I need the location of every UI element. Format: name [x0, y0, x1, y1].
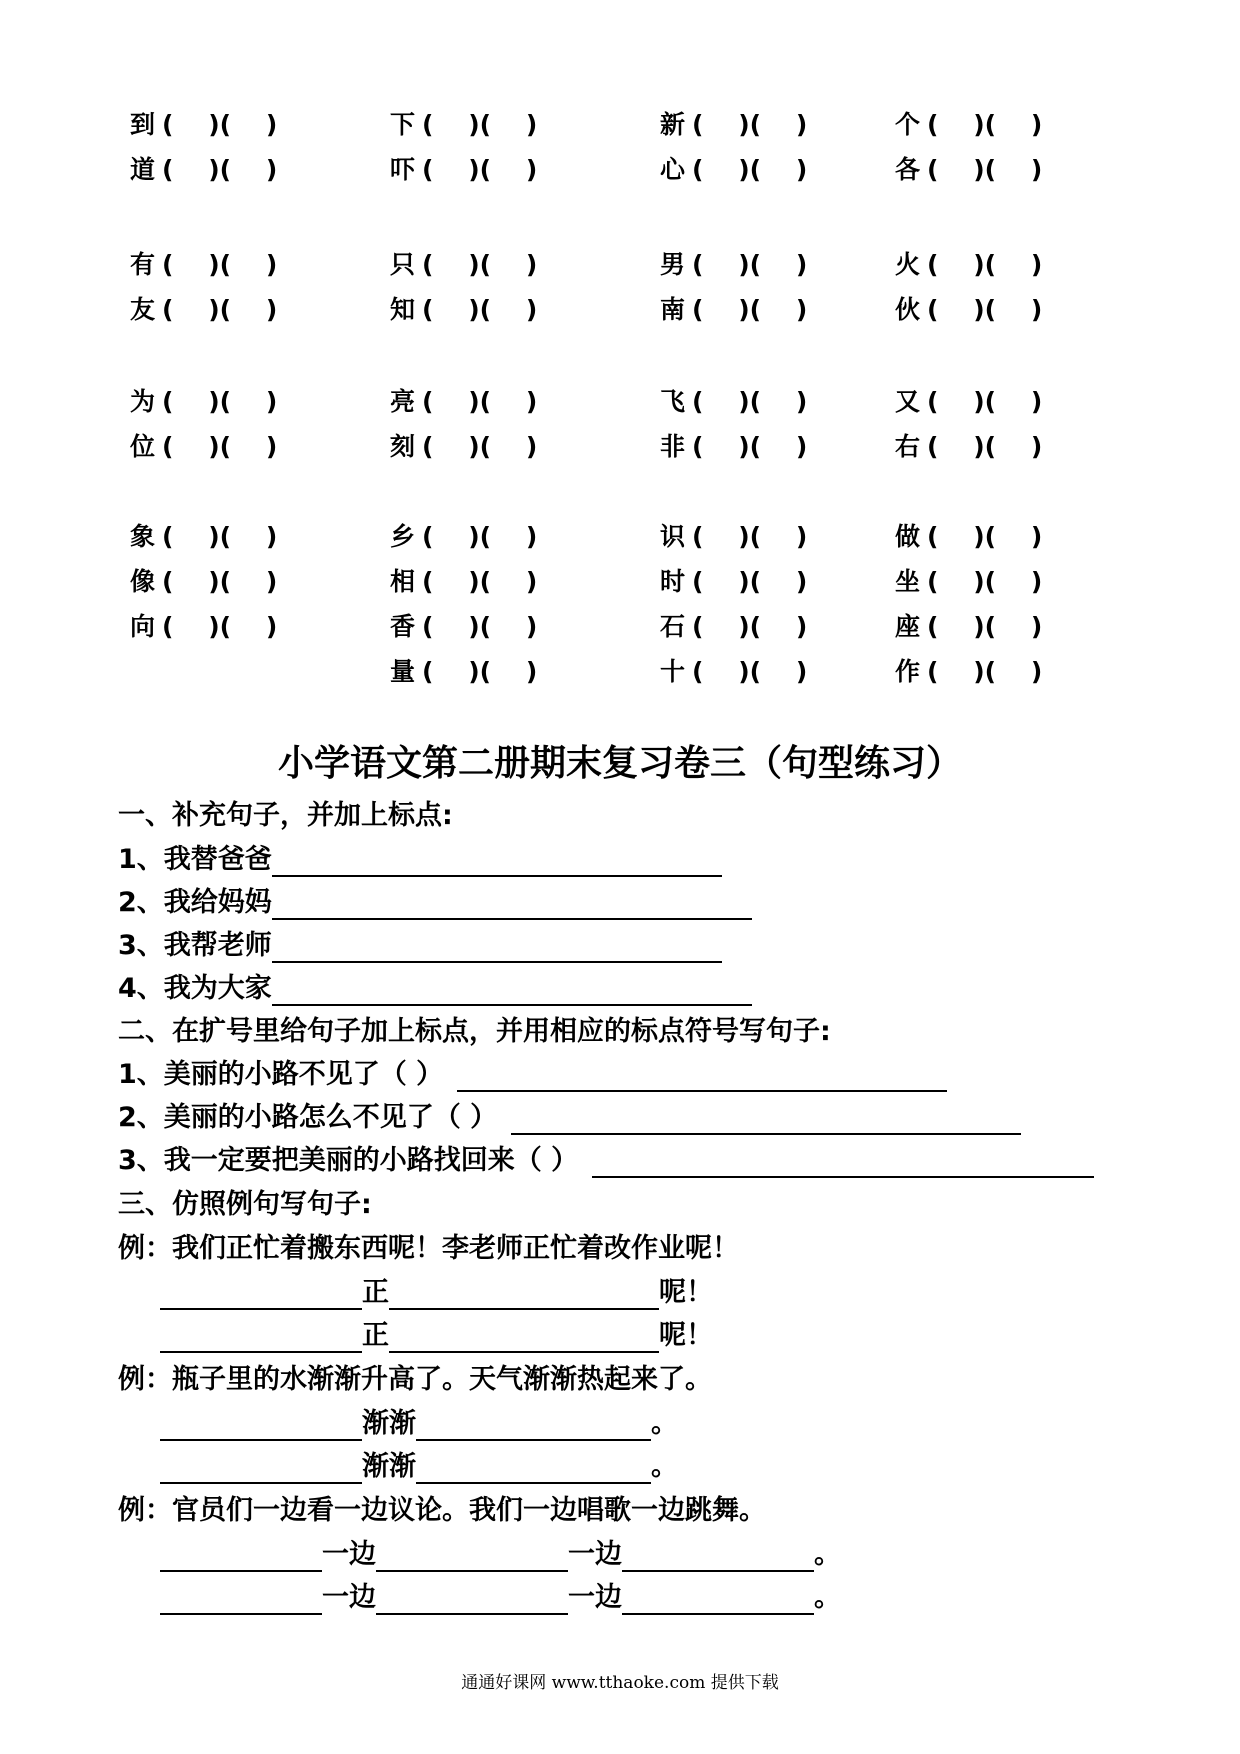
answer-blank[interactable]: [592, 1146, 1094, 1178]
character: 个: [895, 110, 921, 139]
bracket-blanks[interactable]: ( )( ): [692, 110, 808, 139]
character: 亮: [390, 387, 416, 416]
bracket-blanks[interactable]: ( )( ): [162, 612, 278, 641]
footer-credit: 通通好课网 www.tthaoke.com 提供下载: [461, 1673, 779, 1693]
answer-blank[interactable]: [511, 1103, 1021, 1135]
bracket-blanks[interactable]: ( )( ): [927, 522, 1043, 551]
char-cell: [130, 567, 277, 597]
char-cell: [895, 110, 1042, 140]
char-cell: [895, 432, 1042, 462]
char-cell: [390, 295, 537, 325]
pattern-jianjian-1: 渐渐 。: [160, 1407, 678, 1441]
bracket-blanks[interactable]: ( )( ): [927, 250, 1043, 279]
answer-blank[interactable]: [160, 1321, 362, 1353]
character: 下: [390, 110, 416, 139]
character: 坐: [895, 567, 921, 596]
bracket-blanks[interactable]: ( )( ): [927, 155, 1043, 184]
character: 道: [130, 155, 156, 184]
bracket-blanks[interactable]: ( )( ): [927, 295, 1043, 324]
s2-item-3: 3、我一定要把美丽的小路找回来（ ）: [118, 1144, 1094, 1178]
character: 又: [895, 387, 921, 416]
char-cell: [660, 250, 807, 280]
s2-item-1: 1、美丽的小路不见了（ ）: [118, 1058, 947, 1092]
s1-item-1: 1、我替爸爸: [118, 843, 722, 877]
char-cell: [130, 387, 277, 417]
character: 非: [660, 432, 686, 461]
pattern-zheng-2: 正 呢！: [160, 1319, 713, 1353]
bracket-blanks[interactable]: ( )( ): [422, 155, 538, 184]
answer-blank[interactable]: [272, 845, 722, 877]
char-cell: [660, 155, 807, 185]
bracket-blanks[interactable]: ( )( ): [692, 250, 808, 279]
bracket-blanks[interactable]: ( )( ): [692, 155, 808, 184]
char-cell: [130, 432, 277, 462]
answer-blank[interactable]: [416, 1409, 651, 1441]
answer-blank[interactable]: [622, 1583, 814, 1615]
answer-blank[interactable]: [272, 931, 722, 963]
character: 向: [130, 612, 156, 641]
bracket-blanks[interactable]: ( )( ): [162, 155, 278, 184]
char-cell: [660, 657, 807, 687]
bracket-blanks[interactable]: ( )( ): [927, 657, 1043, 686]
bracket-blanks[interactable]: ( )( ): [162, 432, 278, 461]
char-cell: [390, 110, 537, 140]
character: 各: [895, 155, 921, 184]
bracket-blanks[interactable]: ( )( ): [692, 295, 808, 324]
character: 有: [130, 250, 156, 279]
char-cell: [130, 612, 277, 642]
character: 为: [130, 387, 156, 416]
answer-blank[interactable]: [160, 1540, 322, 1572]
answer-blank[interactable]: [272, 888, 752, 920]
char-cell: [895, 387, 1042, 417]
bracket-blanks[interactable]: ( )( ): [422, 250, 538, 279]
character: 做: [895, 522, 921, 551]
char-cell: [660, 612, 807, 642]
character: 南: [660, 295, 686, 324]
character: 量: [390, 657, 416, 686]
char-cell: [895, 295, 1042, 325]
answer-blank[interactable]: [389, 1278, 659, 1310]
char-cell: [895, 522, 1042, 552]
character: 吓: [390, 155, 416, 184]
bracket-blanks[interactable]: ( )( ): [692, 432, 808, 461]
character: 十: [660, 657, 686, 686]
character: 伙: [895, 295, 921, 324]
answer-blank[interactable]: [272, 974, 752, 1006]
char-cell: [390, 567, 537, 597]
bracket-blanks[interactable]: ( )( ): [422, 657, 538, 686]
character: 到: [130, 110, 156, 139]
bracket-blanks[interactable]: ( )( ): [422, 432, 538, 461]
pattern-yibian-2: 一边 一边 。: [160, 1581, 841, 1615]
character: 香: [390, 612, 416, 641]
character: 识: [660, 522, 686, 551]
bracket-blanks[interactable]: ( )( ): [162, 522, 278, 551]
char-cell: [660, 295, 807, 325]
bracket-blanks[interactable]: ( )( ): [692, 522, 808, 551]
char-cell: [130, 522, 277, 552]
bracket-blanks[interactable]: ( )( ): [422, 110, 538, 139]
s2-item-2: 2、美丽的小路怎么不见了（ ）: [118, 1101, 1021, 1135]
character: 右: [895, 432, 921, 461]
bracket-blanks[interactable]: ( )( ): [692, 657, 808, 686]
bracket-blanks[interactable]: ( )( ): [692, 567, 808, 596]
answer-blank[interactable]: [376, 1540, 568, 1572]
char-cell: [390, 250, 537, 280]
bracket-blanks[interactable]: ( )( ): [162, 387, 278, 416]
answer-blank[interactable]: [160, 1452, 362, 1484]
character: 新: [660, 110, 686, 139]
bracket-blanks[interactable]: ( )( ): [162, 250, 278, 279]
pattern-jianjian-2: 渐渐 。: [160, 1450, 678, 1484]
character: 相: [390, 567, 416, 596]
bracket-blanks[interactable]: ( )( ): [927, 567, 1043, 596]
char-cell: [660, 432, 807, 462]
s1-item-2: 2、我给妈妈: [118, 886, 752, 920]
char-cell: [130, 250, 277, 280]
answer-blank[interactable]: [389, 1321, 659, 1353]
example-2: 例：瓶子里的水渐渐升高了。天气渐渐热起来了。: [118, 1364, 712, 1395]
character: 象: [130, 522, 156, 551]
char-cell: [895, 657, 1042, 687]
char-cell: [390, 522, 537, 552]
char-cell: [660, 110, 807, 140]
bracket-blanks[interactable]: ( )( ): [422, 612, 538, 641]
character: 友: [130, 295, 156, 324]
page-title: 小学语文第二册期末复习卷三（句型练习）: [277, 743, 962, 784]
bracket-blanks[interactable]: ( )( ): [162, 295, 278, 324]
char-cell: [660, 522, 807, 552]
bracket-blanks[interactable]: ( )( ): [162, 567, 278, 596]
char-cell: [390, 612, 537, 642]
bracket-blanks[interactable]: ( )( ): [422, 567, 538, 596]
char-cell: [660, 387, 807, 417]
example-3: 例：官员们一边看一边议论。我们一边唱歌一边跳舞。: [118, 1495, 766, 1526]
char-cell: [390, 657, 537, 687]
bracket-blanks[interactable]: ( )( ): [692, 612, 808, 641]
char-cell: [895, 155, 1042, 185]
character: 座: [895, 612, 921, 641]
char-cell: [130, 295, 277, 325]
bracket-blanks[interactable]: ( )( ): [927, 612, 1043, 641]
section1-heading: 一、补充句子，并加上标点:: [118, 800, 453, 831]
character: 作: [895, 657, 921, 686]
answer-blank[interactable]: [160, 1278, 362, 1310]
char-cell: [895, 567, 1042, 597]
bracket-blanks[interactable]: ( )( ): [927, 110, 1043, 139]
example-1: 例：我们正忙着搬东西呢！李老师正忙着改作业呢！: [118, 1233, 739, 1264]
answer-blank[interactable]: [622, 1540, 814, 1572]
char-cell: [660, 567, 807, 597]
char-cell: [390, 432, 537, 462]
char-cell: [130, 155, 277, 185]
section2-heading: 二、在扩号里给句子加上标点，并用相应的标点符号写句子:: [118, 1016, 831, 1047]
answer-blank[interactable]: [160, 1583, 322, 1615]
character: 飞: [660, 387, 686, 416]
s1-item-4: 4、我为大家: [118, 972, 752, 1006]
bracket-blanks[interactable]: ( )( ): [422, 295, 538, 324]
pattern-yibian-1: 一边 一边 。: [160, 1538, 841, 1572]
answer-blank[interactable]: [457, 1060, 947, 1092]
char-cell: [390, 387, 537, 417]
bracket-blanks[interactable]: ( )( ): [162, 110, 278, 139]
s1-item-3: 3、我帮老师: [118, 929, 722, 963]
character: 石: [660, 612, 686, 641]
character: 知: [390, 295, 416, 324]
char-cell: [130, 110, 277, 140]
bracket-blanks[interactable]: ( )( ): [927, 387, 1043, 416]
character: 位: [130, 432, 156, 461]
answer-blank[interactable]: [160, 1409, 362, 1441]
character: 乡: [390, 522, 416, 551]
section3-heading: 三、仿照例句写句子:: [118, 1189, 372, 1220]
character: 火: [895, 250, 921, 279]
answer-blank[interactable]: [376, 1583, 568, 1615]
answer-blank[interactable]: [416, 1452, 651, 1484]
character: 时: [660, 567, 686, 596]
bracket-blanks[interactable]: ( )( ): [422, 522, 538, 551]
char-cell: [895, 612, 1042, 642]
character: 只: [390, 250, 416, 279]
char-cell: [895, 250, 1042, 280]
character: 刻: [390, 432, 416, 461]
character: 男: [660, 250, 686, 279]
bracket-blanks[interactable]: ( )( ): [692, 387, 808, 416]
character: 心: [660, 155, 686, 184]
bracket-blanks[interactable]: ( )( ): [927, 432, 1043, 461]
pattern-zheng-1: 正 呢！: [160, 1276, 713, 1310]
bracket-blanks[interactable]: ( )( ): [422, 387, 538, 416]
character: 像: [130, 567, 156, 596]
char-cell: [390, 155, 537, 185]
